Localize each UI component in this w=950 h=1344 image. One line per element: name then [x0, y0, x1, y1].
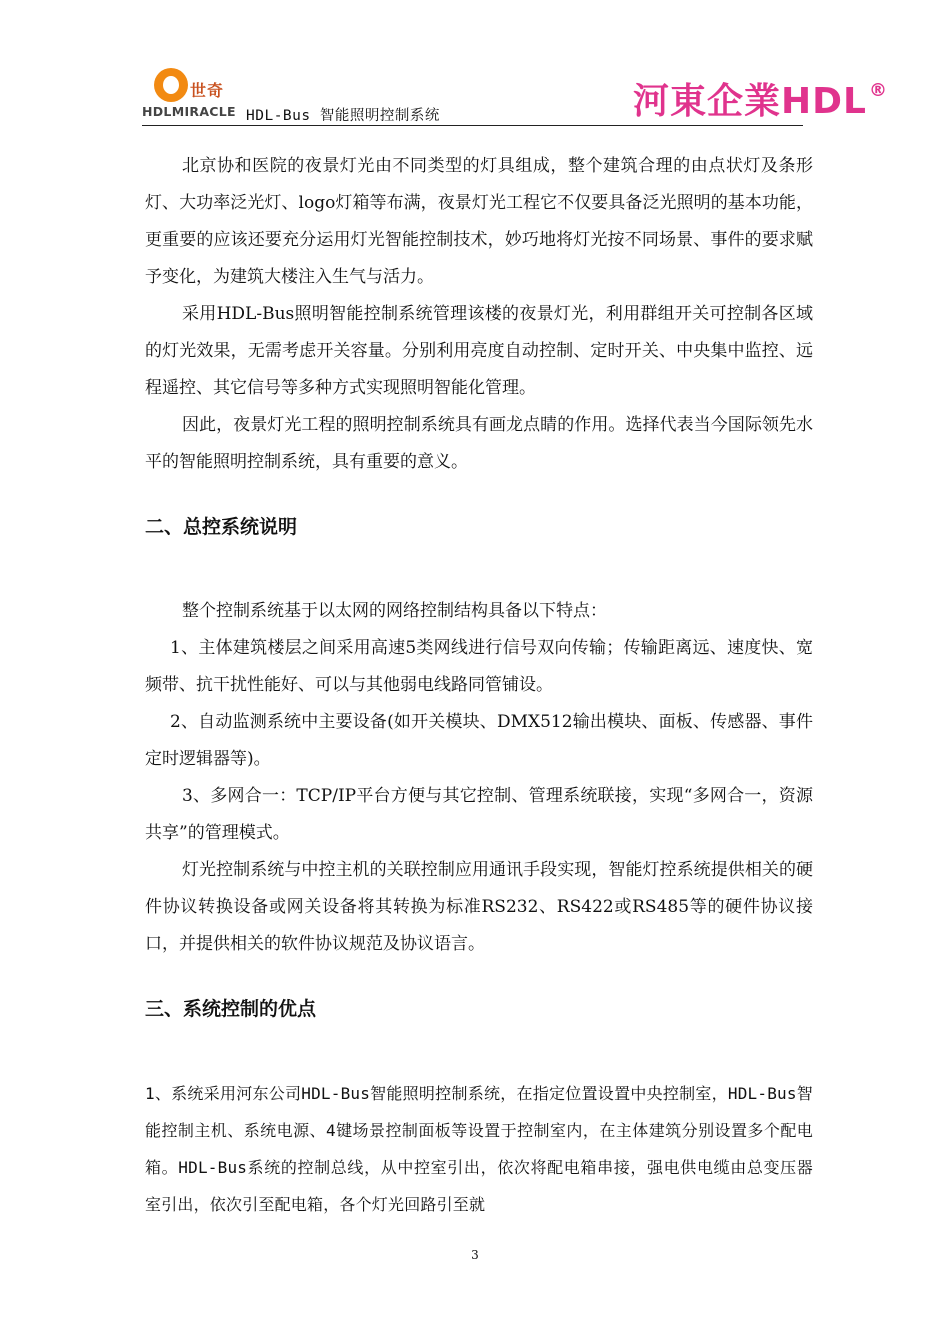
header-title: HDL-Bus 智能照明控制系统	[246, 108, 440, 124]
page-header	[142, 62, 887, 128]
section-3-heading: 三、系统控制的优点	[145, 998, 317, 1020]
section-3-body	[145, 1075, 813, 1223]
section-2-heading: 二、总控系统说明	[145, 516, 298, 538]
intro-paragraph-2: 采用HDL-Bus照明智能控制系统管理该楼的夜景灯光，利用群组开关可控制各区域的灯光效果，无需考虑开关容量。分别利用亮度自动控制、定时开关、中央集中监控、远程遥控、其它信号等多种方式实现照明智能化管理。	[145, 304, 813, 398]
logo-right-text: 河東企業HDL	[633, 81, 867, 122]
section-3-item-1: 1、系统采用河东公司HDL-Bus智能照明控制系统，在指定位置设置中央控制室，HDL-Bus智能控制主机、系统电源、4键场景控制面板等设置于控制室内，在主体建筑分别设置多个配电箱。HDL-Bus系统的控制总线，从中控室引出，依次将配电箱串接，强电供电缆由总变压器室引出，依次引至配电箱，各个灯光回路引至就	[145, 1084, 813, 1214]
section-2-lead: 整个控制系统基于以太网的网络控制结构具备以下特点：	[182, 601, 607, 621]
hdlmiracle-logo	[142, 68, 234, 124]
section-2-item-3: 3、多网合一：TCP/IP平台方便与其它控制、管理系统联接，实现“多网合一，资源共享”的管理模式。	[145, 786, 813, 843]
miracle-logo-mark-icon	[154, 68, 188, 102]
section-2-item-2: 2、自动监测系统中主要设备(如开关模块、DMX512输出模块、面板、传感器、事件定时逻辑器等)。	[145, 712, 813, 769]
registered-mark: ®	[869, 80, 887, 101]
header-divider	[142, 125, 803, 126]
intro-paragraph-1: 北京协和医院的夜景灯光由不同类型的灯具组成，整个建筑合理的由点状灯及条形灯、大功率泛光灯、logo灯箱等布满，夜景灯光工程它不仅要具备泛光照明的基本功能，更重要的应该还要充分运用灯光智能控制技术，妙巧地将灯光按不同场景、事件的要求赋予变化，为建筑大楼注入生气与活力。	[145, 156, 813, 287]
section-2-item-1: 1、主体建筑楼层之间采用高速5类网线进行信号双向传输；传输距离远、速度快、宽频带、抗干扰性能好、可以与其他弱电线路同管铺设。	[145, 638, 813, 695]
section-2-closing: 灯光控制系统与中控主机的关联控制应用通讯手段实现，智能灯控系统提供相关的硬件协议转换设备或网关设备将其转换为标准RS232、RS422或RS485等的硬件协议接口，并提供相关的软件协议规范及协议语言。	[145, 860, 813, 954]
logo-left-cn: 世奇	[190, 81, 225, 100]
intro-paragraph-3: 因此，夜景灯光工程的照明控制系统具有画龙点睛的作用。选择代表当今国际领先水平的智能照明控制系统，具有重要的意义。	[145, 415, 813, 472]
hedong-hdl-logo	[633, 82, 887, 122]
page-number: 3	[471, 1248, 479, 1262]
logo-left-en: HDLMIRACLE	[142, 104, 236, 119]
document-body	[145, 148, 813, 1223]
